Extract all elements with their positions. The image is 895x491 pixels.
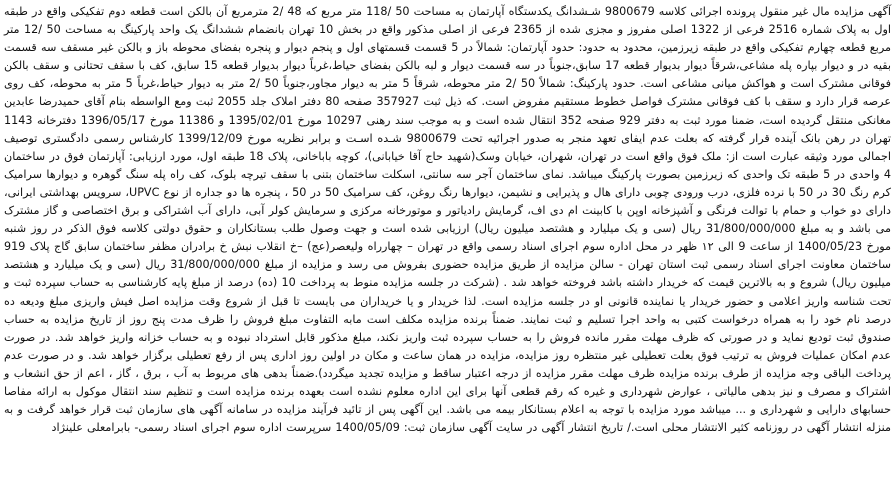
- auction-notice-text: آگهی مزایده مال غیر منقول پرونده اجرائی کلاسه 9800679 شـشدانگ یکدستگاه آپارتمان به مساحت 50 /118 متر مربع که 48 /2 مترمربع آن بالکن است قطعه دوم تفکیکی واقع در طبقه اول به پلاک شماره 2516 فرعی از 1322 اصلی مفروز و مجزی شده از 2365 فرعی از اصلی مذکور واقع در بخش 10 تهران بانضمام ششدانگ یک واحد پارکینگ به مساحت 50 /12 متر مربع قطعه چهارم تفکیکی واقع در طبقه زیرزمین، محدود به حدود: حدود آپارتمان: شمالاً در 5 قسمت قسمتهای اول و پنجم دیوار و پنجره بفضای محوطه باز و بالکن غیر مسقف سه قسمت بقیه در و دیوار بپاره پله مشاعی،شرقاً دیوار بدیوار قطعه 17 سابق،جنوباً در سه قسمت دیوار و لبه بالکن بفضای حیاط،غرباً دیوار بدیوار قطعه 15 سابق، کف با سقف تحتانی و سقف بالکن فوقانی مشترک است و هواکش میانی مشاعی است. حدود پارکینگ: شمالاً 50 /2 متر محوطه، شرقاً 5 متر به دیوار مجاور،جنوباً 50 /2 متر به دیوار حیاط،غرباً 5 متر به محوطه، کف روی عرصه قرار دارد و سقف با کف فوقانی مشترک فواصل خطوط مستقیم مفروض است. که ذیل ثبت 357927 صفحه 80 دفتر املاک جلد 2055 ثبت ومع الواسطه بنام آقای حمیدرضا عابدین مغانکی منتقل گردیده است، ضمنا مورد ثبت به دفتر 929 صفحه 352 انتقال شده است و به موجب سند رهنی 10297 مورخ 1395/02/01 و 11386 مورخ 1396/05/17 دفترخانه 1143 تهران در رهن بانک آینده قرار گرفته که بعلت عدم ایفای تعهد منجر به صدور اجرائیه تحت 9800679 شـده اسـت و برابر نظریه مورخ 1399/12/09 کارشناس رسمی دادگستری توصیف اجمالی مورد وثیقه عبارت است از: ملک فوق واقع است در تهران، شهران، خیابان وسک(شهید حاج آقا خیابانی)، کوچه باباخانی، پلاک 18 طبقه اول، مورد ارزیابی: آپارتمان فوق در ساختمان 4 واحدی در 5 طبقه تک واحدی که زیرزمین بصورت پارکینگ میباشد. نمای ساختمان آجر سه سانتی، اسکلت ساختمان بتنی با سقف تیرچه بلوک، کف راه پله سنگ گوهره و دیوارها سرامیک کرم رنگ 30 در 50 با نرده فلزی، درب ورودی چوبی دارای هال و پذیرایی و نشیمن، دیوارها رنگ روغن، کف سرامیک 50 در 50 ، پنجره ها دو جداره از نوع UPVC، سرویس بهداشتی ایرانی، دارای دو خواب و حمام با توالت فرنگی و آشپزخانه اوپن با کابینت ام دی اف، گرمایش رادیاتور و موتورخانه مرکزی و سرمایش کولر آبی، دارای آب اشتراکی و برق اختصاصی و گاز مشترک می باشد و به مبلغ 31/800/000/000 ریال (سی و یک میلیارد و هشتصد میلیون ریال) ارزیابی شده است و جهت وصول طلب بستانکاران و حقوق دولتی کلاسه فوق الذکر در روز شنبه مورخ 1400/05/23 از ساعت 9 الی ۱۲ ظهر در محل اداره سوم اجرای اسناد رسمی واقع در تهران – چهارراه ولیعصر(عج) –خ انقلاب نبش خ برادران مظفر ساختمان سابق گاج پلاک 919 ساختمان معاونت اجرای اسناد رسمی ثبت استان تهران - سالن مزایده از طریق مزایده حضوری بفروش می رسد و مزایده از مبلغ 31/800/000/000 ریال (سی و یک میلیارد و هشتصد میلیون ریال) شروع و به بالاترین قیمت که خریدار داشته باشد فروخته خواهد شد . (شرکت در جلسه مزایده منوط به پرداخت 10 (ده) درصد از مبلغ پایه کارشناسی به حساب سپرده ثبت و تحت شناسه واریز اعلامی و حضور خریدار یا نماینده قانونی او در جلسه مزایده است. لذا خریدار و یا خریداران می بایست تا قبل از شروع وقت مزایده اصل فیش واریزی مبلغ ودیعه ده درصد نام خود را به همراه درخواست کتبی به واحد اجرا تسلیم و ثبت نمایند. ضمناً برنده مزایده مکلف است مابه التفاوت مبلغ فروش را ظرف مدت پنج روز از تاریخ مزایده به حساب صندوق ثبت تودیع نماید و در صورتی که ظرف مهلت مقرر مانده فروش را به حساب سپرده ثبت واریز نکند، مبلغ مذکور قابل استرداد نبوده و به حساب خزانه واریز خواهد شد. در صورت عدم امکان عملیات فروش به ترتیب فوق بعلت تعطیلی غیر منتظره روز مزایده، مزایده در همان ساعت و مکان در اولین روز اداری پس از رفع تعطیلی برگزار خواهد شد. و در صورت عدم پرداخت الباقی وجه مزایده از طرف برنده مزایده ظرف مهلت مقرر مزایده از درجه اعتبار ساقط و مزایده تجدید میگردد).ضمناً بدهی های مربوط به آب ، برق ، گاز ، اعم از حق انشعاب و اشتراک و مصرف و نیز بدهی مالیاتی ، عوارض شهرداری و غیره که رقم قطعی آنها برای این اداره معلوم نشده است بعهده برنده مزایده است و تنظیم سند انتقال موکول به ارائه مفاصا حسابهای دارایی و شهرداری و ... میباشد مورد مزایده با توجه به اعلام بستانکار بیمه می باشد. این آگهی پس از تائید فرآیند مزایده در سامانه آگهی های سازمان ثبت قرار خواهد گرفت و به منزله انتشار آگهی در روزنامه کثیر الانتشار محلی است./ تاریخ انتشار آگهی در سایت آگهی سازمان ثبت: 1400/05/09 سرپرست اداره سوم اجرای اسناد رسمی- بابرامعلی علینژاد: [4, 5, 892, 435]
